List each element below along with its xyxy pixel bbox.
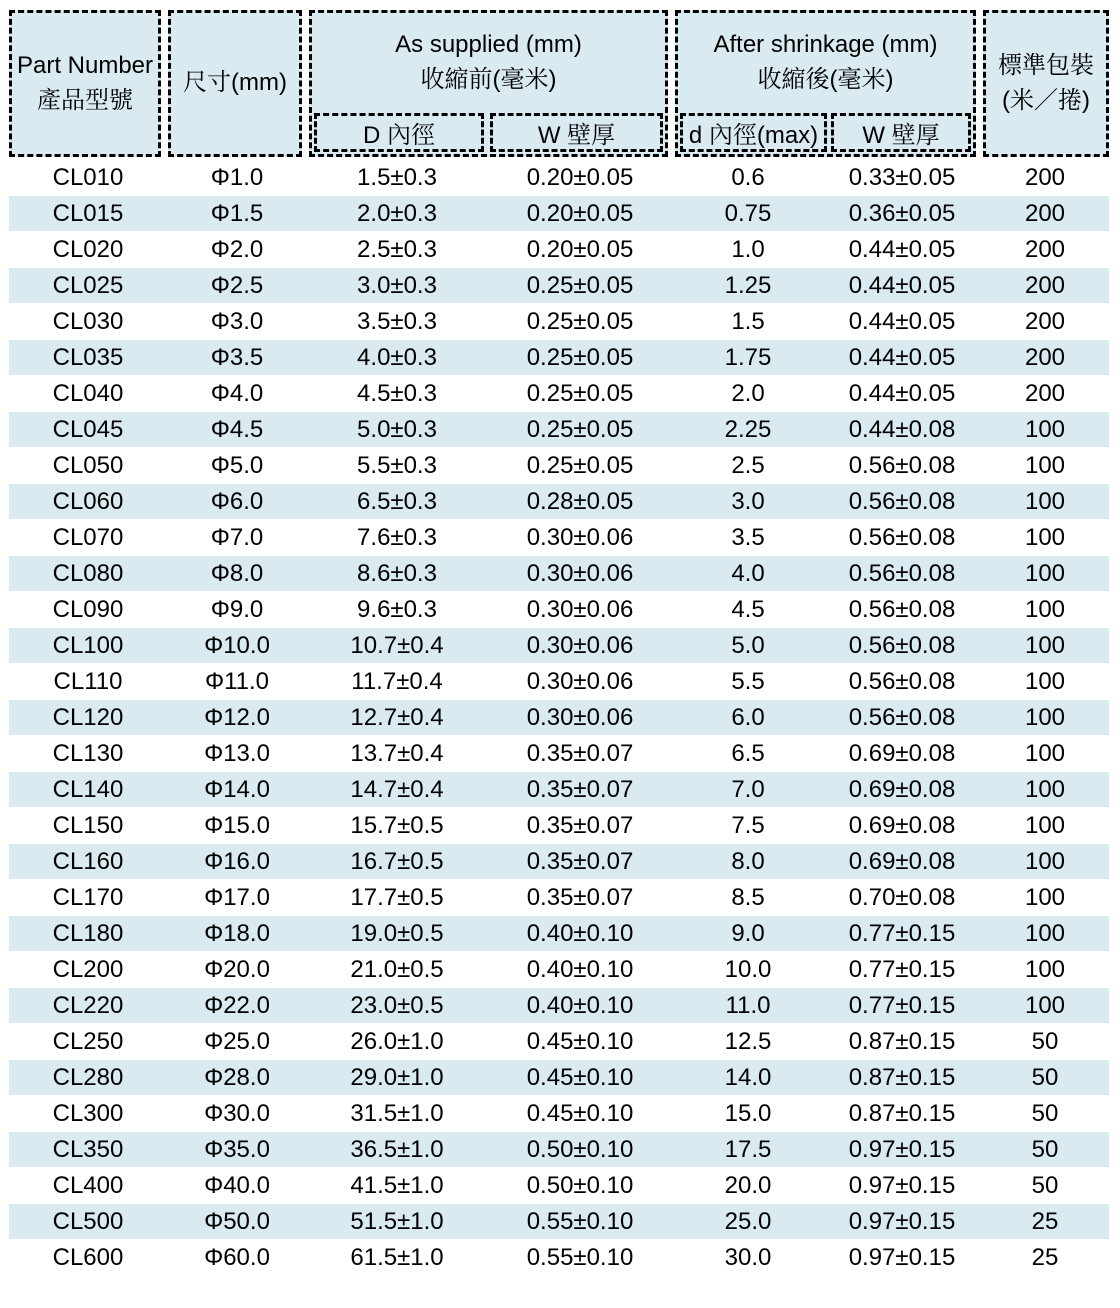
cell-size: Φ4.5 [167, 412, 307, 448]
cell-shrunk-d-max: 0.6 [673, 160, 823, 196]
table-row [9, 592, 1109, 628]
cell-shrunk-d-max: 8.5 [673, 880, 823, 916]
cell-packing: 100 [981, 808, 1109, 844]
table-row [9, 1168, 1109, 1204]
cell-supplied-w: 0.35±0.07 [487, 808, 673, 844]
cell-supplied-w: 0.25±0.05 [487, 376, 673, 412]
header-supplied-w: W 壁厚 [490, 113, 663, 152]
table-row [9, 340, 1109, 376]
cell-packing: 100 [981, 556, 1109, 592]
cell-shrunk-d-max: 2.5 [673, 448, 823, 484]
header-part-number-en: Part Number [16, 51, 154, 79]
cell-size: Φ5.0 [167, 448, 307, 484]
cell-part-number: CL600 [9, 1240, 167, 1276]
cell-supplied-d: 8.6±0.3 [307, 556, 487, 592]
table-row [9, 808, 1109, 844]
cell-supplied-w: 0.25±0.05 [487, 340, 673, 376]
cell-shrunk-d-max: 7.0 [673, 772, 823, 808]
table-row [9, 556, 1109, 592]
cell-supplied-d: 7.6±0.3 [307, 520, 487, 556]
cell-shrunk-w: 0.56±0.08 [823, 592, 981, 628]
cell-size: Φ25.0 [167, 1024, 307, 1060]
cell-shrunk-w: 0.56±0.08 [823, 664, 981, 700]
header-size [168, 10, 302, 157]
cell-shrunk-w: 0.97±0.15 [823, 1132, 981, 1168]
cell-size: Φ50.0 [167, 1204, 307, 1240]
cell-shrunk-w: 0.44±0.05 [823, 376, 981, 412]
cell-shrunk-w: 0.77±0.15 [823, 988, 981, 1024]
cell-part-number: CL220 [9, 988, 167, 1024]
cell-packing: 50 [981, 1060, 1109, 1096]
cell-packing: 100 [981, 592, 1109, 628]
header-after-shrinkage-subrow [680, 113, 971, 152]
cell-supplied-w: 0.55±0.10 [487, 1204, 673, 1240]
cell-shrunk-d-max: 20.0 [673, 1168, 823, 1204]
header-shrunk-d: d 內徑(max) [680, 113, 827, 152]
cell-shrunk-d-max: 11.0 [673, 988, 823, 1024]
header-after-shrinkage-en: After shrinkage (mm) [713, 31, 938, 59]
cell-shrunk-w: 0.56±0.08 [823, 556, 981, 592]
table-row [9, 772, 1109, 808]
header-as-supplied-title [314, 13, 663, 113]
table-row [9, 1024, 1109, 1060]
cell-part-number: CL090 [9, 592, 167, 628]
cell-part-number: CL400 [9, 1168, 167, 1204]
header-after-shrinkage-zh: 收縮後(毫米) [757, 66, 894, 93]
cell-shrunk-w: 0.97±0.15 [823, 1240, 981, 1276]
cell-shrunk-w: 0.97±0.15 [823, 1168, 981, 1204]
cell-shrunk-d-max: 30.0 [673, 1240, 823, 1276]
cell-supplied-d: 3.0±0.3 [307, 268, 487, 304]
cell-supplied-d: 26.0±1.0 [307, 1024, 487, 1060]
header-packing-line2: (米／捲) [1002, 86, 1090, 114]
table-row [9, 916, 1109, 952]
cell-packing: 100 [981, 988, 1109, 1024]
header-part-number [9, 10, 161, 157]
cell-supplied-d: 1.5±0.3 [307, 160, 487, 196]
cell-part-number: CL080 [9, 556, 167, 592]
header-as-supplied [309, 10, 668, 157]
cell-supplied-w: 0.30±0.06 [487, 556, 673, 592]
cell-supplied-d: 2.5±0.3 [307, 232, 487, 268]
cell-packing: 200 [981, 376, 1109, 412]
cell-part-number: CL070 [9, 520, 167, 556]
cell-size: Φ40.0 [167, 1168, 307, 1204]
cell-part-number: CL010 [9, 160, 167, 196]
cell-shrunk-d-max: 6.5 [673, 736, 823, 772]
cell-shrunk-w: 0.77±0.15 [823, 916, 981, 952]
table-row [9, 952, 1109, 988]
cell-part-number: CL250 [9, 1024, 167, 1060]
cell-size: Φ6.0 [167, 484, 307, 520]
cell-size: Φ1.0 [167, 160, 307, 196]
cell-supplied-d: 31.5±1.0 [307, 1096, 487, 1132]
cell-supplied-d: 23.0±0.5 [307, 988, 487, 1024]
cell-shrunk-w: 0.56±0.08 [823, 484, 981, 520]
cell-shrunk-w: 0.97±0.15 [823, 1204, 981, 1240]
cell-supplied-d: 61.5±1.0 [307, 1240, 487, 1276]
cell-supplied-w: 0.50±0.10 [487, 1168, 673, 1204]
cell-part-number: CL030 [9, 304, 167, 340]
cell-part-number: CL180 [9, 916, 167, 952]
cell-packing: 200 [981, 196, 1109, 232]
cell-supplied-w: 0.50±0.10 [487, 1132, 673, 1168]
cell-packing: 100 [981, 448, 1109, 484]
cell-shrunk-d-max: 3.0 [673, 484, 823, 520]
cell-part-number: CL150 [9, 808, 167, 844]
cell-packing: 50 [981, 1132, 1109, 1168]
cell-part-number: CL200 [9, 952, 167, 988]
header-part-number-zh: 產品型號 [37, 86, 133, 114]
header-size-label: 尺寸(mm) [183, 69, 287, 97]
cell-part-number: CL120 [9, 700, 167, 736]
cell-supplied-d: 16.7±0.5 [307, 844, 487, 880]
cell-size: Φ60.0 [167, 1240, 307, 1276]
cell-supplied-w: 0.35±0.07 [487, 772, 673, 808]
header-shrunk-w: W 壁厚 [831, 113, 971, 152]
cell-supplied-w: 0.30±0.06 [487, 592, 673, 628]
cell-part-number: CL015 [9, 196, 167, 232]
table-row [9, 880, 1109, 916]
cell-size: Φ2.0 [167, 232, 307, 268]
cell-supplied-d: 14.7±0.4 [307, 772, 487, 808]
cell-packing: 200 [981, 340, 1109, 376]
cell-size: Φ3.0 [167, 304, 307, 340]
cell-size: Φ35.0 [167, 1132, 307, 1168]
cell-supplied-w: 0.45±0.10 [487, 1060, 673, 1096]
table-row [9, 376, 1109, 412]
cell-part-number: CL020 [9, 232, 167, 268]
cell-packing: 200 [981, 304, 1109, 340]
cell-packing: 25 [981, 1240, 1109, 1276]
cell-part-number: CL025 [9, 268, 167, 304]
cell-shrunk-d-max: 8.0 [673, 844, 823, 880]
cell-size: Φ2.5 [167, 268, 307, 304]
header-packing [983, 10, 1109, 157]
cell-supplied-w: 0.30±0.06 [487, 664, 673, 700]
cell-packing: 100 [981, 628, 1109, 664]
cell-supplied-w: 0.20±0.05 [487, 232, 673, 268]
cell-shrunk-w: 0.36±0.05 [823, 196, 981, 232]
cell-shrunk-d-max: 1.5 [673, 304, 823, 340]
cell-supplied-d: 41.5±1.0 [307, 1168, 487, 1204]
cell-supplied-d: 12.7±0.4 [307, 700, 487, 736]
cell-part-number: CL280 [9, 1060, 167, 1096]
cell-part-number: CL160 [9, 844, 167, 880]
cell-supplied-d: 4.0±0.3 [307, 340, 487, 376]
cell-packing: 100 [981, 664, 1109, 700]
cell-shrunk-d-max: 9.0 [673, 916, 823, 952]
spec-data-table [9, 159, 1109, 1276]
cell-size: Φ22.0 [167, 988, 307, 1024]
cell-shrunk-w: 0.44±0.05 [823, 232, 981, 268]
cell-supplied-d: 11.7±0.4 [307, 664, 487, 700]
cell-shrunk-w: 0.56±0.08 [823, 448, 981, 484]
cell-supplied-d: 10.7±0.4 [307, 628, 487, 664]
table-row [9, 700, 1109, 736]
cell-supplied-w: 0.45±0.10 [487, 1096, 673, 1132]
cell-size: Φ16.0 [167, 844, 307, 880]
cell-supplied-d: 5.5±0.3 [307, 448, 487, 484]
cell-supplied-w: 0.35±0.07 [487, 880, 673, 916]
cell-shrunk-w: 0.87±0.15 [823, 1024, 981, 1060]
cell-supplied-d: 13.7±0.4 [307, 736, 487, 772]
cell-supplied-w: 0.28±0.05 [487, 484, 673, 520]
header-after-shrinkage-title [680, 13, 971, 113]
cell-shrunk-w: 0.70±0.08 [823, 880, 981, 916]
cell-size: Φ30.0 [167, 1096, 307, 1132]
table-row [9, 196, 1109, 232]
spec-table-body [9, 160, 1109, 1276]
cell-part-number: CL300 [9, 1096, 167, 1132]
cell-part-number: CL110 [9, 664, 167, 700]
cell-part-number: CL130 [9, 736, 167, 772]
cell-supplied-d: 6.5±0.3 [307, 484, 487, 520]
header-packing-line1: 標準包裝 [998, 51, 1094, 79]
cell-supplied-d: 19.0±0.5 [307, 916, 487, 952]
cell-supplied-d: 51.5±1.0 [307, 1204, 487, 1240]
cell-size: Φ10.0 [167, 628, 307, 664]
cell-supplied-w: 0.35±0.07 [487, 736, 673, 772]
table-row [9, 1240, 1109, 1276]
cell-packing: 100 [981, 772, 1109, 808]
cell-size: Φ1.5 [167, 196, 307, 232]
cell-shrunk-d-max: 5.5 [673, 664, 823, 700]
table-row [9, 736, 1109, 772]
cell-supplied-d: 36.5±1.0 [307, 1132, 487, 1168]
cell-supplied-w: 0.25±0.05 [487, 412, 673, 448]
cell-supplied-d: 17.7±0.5 [307, 880, 487, 916]
cell-supplied-d: 15.7±0.5 [307, 808, 487, 844]
cell-shrunk-d-max: 15.0 [673, 1096, 823, 1132]
cell-part-number: CL140 [9, 772, 167, 808]
cell-part-number: CL350 [9, 1132, 167, 1168]
cell-supplied-w: 0.30±0.06 [487, 700, 673, 736]
header-after-shrinkage [675, 10, 976, 157]
table-row [9, 988, 1109, 1024]
cell-shrunk-d-max: 3.5 [673, 520, 823, 556]
cell-shrunk-w: 0.77±0.15 [823, 952, 981, 988]
header-as-supplied-zh: 收縮前(毫米) [420, 66, 557, 93]
cell-packing: 100 [981, 412, 1109, 448]
cell-supplied-d: 2.0±0.3 [307, 196, 487, 232]
cell-shrunk-w: 0.87±0.15 [823, 1096, 981, 1132]
cell-supplied-w: 0.20±0.05 [487, 196, 673, 232]
cell-size: Φ20.0 [167, 952, 307, 988]
cell-supplied-w: 0.25±0.05 [487, 304, 673, 340]
table-row [9, 664, 1109, 700]
cell-shrunk-w: 0.69±0.08 [823, 772, 981, 808]
cell-supplied-d: 29.0±1.0 [307, 1060, 487, 1096]
cell-shrunk-w: 0.69±0.08 [823, 808, 981, 844]
cell-size: Φ12.0 [167, 700, 307, 736]
cell-packing: 100 [981, 844, 1109, 880]
table-row [9, 268, 1109, 304]
cell-shrunk-d-max: 1.75 [673, 340, 823, 376]
cell-shrunk-d-max: 25.0 [673, 1204, 823, 1240]
cell-shrunk-w: 0.33±0.05 [823, 160, 981, 196]
cell-size: Φ13.0 [167, 736, 307, 772]
cell-shrunk-w: 0.44±0.05 [823, 304, 981, 340]
header-as-supplied-subrow [314, 113, 663, 152]
spec-table [9, 10, 1109, 1276]
cell-shrunk-d-max: 1.0 [673, 232, 823, 268]
cell-shrunk-w: 0.44±0.05 [823, 340, 981, 376]
cell-packing: 100 [981, 700, 1109, 736]
cell-packing: 100 [981, 484, 1109, 520]
cell-size: Φ15.0 [167, 808, 307, 844]
table-row [9, 1060, 1109, 1096]
cell-shrunk-w: 0.44±0.08 [823, 412, 981, 448]
table-row [9, 1096, 1109, 1132]
cell-shrunk-w: 0.87±0.15 [823, 1060, 981, 1096]
cell-size: Φ4.0 [167, 376, 307, 412]
table-header [9, 10, 1109, 157]
cell-supplied-d: 3.5±0.3 [307, 304, 487, 340]
cell-supplied-w: 0.25±0.05 [487, 268, 673, 304]
cell-shrunk-w: 0.56±0.08 [823, 520, 981, 556]
cell-shrunk-d-max: 10.0 [673, 952, 823, 988]
cell-packing: 50 [981, 1168, 1109, 1204]
cell-packing: 50 [981, 1024, 1109, 1060]
cell-supplied-w: 0.40±0.10 [487, 916, 673, 952]
cell-shrunk-d-max: 2.0 [673, 376, 823, 412]
cell-supplied-w: 0.40±0.10 [487, 952, 673, 988]
cell-shrunk-d-max: 4.5 [673, 592, 823, 628]
cell-size: Φ14.0 [167, 772, 307, 808]
cell-packing: 50 [981, 1096, 1109, 1132]
cell-part-number: CL500 [9, 1204, 167, 1240]
cell-shrunk-d-max: 5.0 [673, 628, 823, 664]
table-row [9, 844, 1109, 880]
cell-packing: 100 [981, 520, 1109, 556]
cell-packing: 100 [981, 880, 1109, 916]
cell-supplied-w: 0.30±0.06 [487, 628, 673, 664]
table-row [9, 1204, 1109, 1240]
cell-packing: 200 [981, 268, 1109, 304]
cell-size: Φ17.0 [167, 880, 307, 916]
cell-packing: 100 [981, 736, 1109, 772]
cell-size: Φ3.5 [167, 340, 307, 376]
cell-shrunk-d-max: 14.0 [673, 1060, 823, 1096]
cell-shrunk-d-max: 1.25 [673, 268, 823, 304]
cell-part-number: CL050 [9, 448, 167, 484]
cell-part-number: CL170 [9, 880, 167, 916]
cell-supplied-w: 0.20±0.05 [487, 160, 673, 196]
cell-packing: 25 [981, 1204, 1109, 1240]
table-row [9, 304, 1109, 340]
cell-part-number: CL040 [9, 376, 167, 412]
cell-shrunk-d-max: 6.0 [673, 700, 823, 736]
table-row [9, 160, 1109, 196]
cell-shrunk-d-max: 12.5 [673, 1024, 823, 1060]
table-row [9, 628, 1109, 664]
cell-supplied-d: 9.6±0.3 [307, 592, 487, 628]
cell-shrunk-d-max: 17.5 [673, 1132, 823, 1168]
cell-packing: 200 [981, 232, 1109, 268]
cell-shrunk-w: 0.44±0.05 [823, 268, 981, 304]
header-supplied-d: D 內徑 [314, 113, 484, 152]
cell-packing: 100 [981, 952, 1109, 988]
cell-supplied-d: 4.5±0.3 [307, 376, 487, 412]
cell-supplied-d: 5.0±0.3 [307, 412, 487, 448]
cell-shrunk-d-max: 0.75 [673, 196, 823, 232]
cell-packing: 200 [981, 160, 1109, 196]
header-as-supplied-en: As supplied (mm) [395, 31, 582, 59]
cell-supplied-w: 0.40±0.10 [487, 988, 673, 1024]
cell-shrunk-w: 0.69±0.08 [823, 736, 981, 772]
cell-part-number: CL035 [9, 340, 167, 376]
cell-shrunk-d-max: 2.25 [673, 412, 823, 448]
table-row [9, 484, 1109, 520]
table-row [9, 520, 1109, 556]
cell-supplied-w: 0.35±0.07 [487, 844, 673, 880]
cell-supplied-w: 0.45±0.10 [487, 1024, 673, 1060]
cell-shrunk-w: 0.56±0.08 [823, 700, 981, 736]
cell-size: Φ8.0 [167, 556, 307, 592]
table-row [9, 1132, 1109, 1168]
cell-shrunk-w: 0.69±0.08 [823, 844, 981, 880]
table-row [9, 448, 1109, 484]
cell-size: Φ9.0 [167, 592, 307, 628]
cell-part-number: CL100 [9, 628, 167, 664]
cell-shrunk-d-max: 4.0 [673, 556, 823, 592]
cell-supplied-w: 0.55±0.10 [487, 1240, 673, 1276]
cell-size: Φ28.0 [167, 1060, 307, 1096]
table-row [9, 232, 1109, 268]
cell-part-number: CL045 [9, 412, 167, 448]
cell-shrunk-d-max: 7.5 [673, 808, 823, 844]
table-row [9, 412, 1109, 448]
cell-packing: 100 [981, 916, 1109, 952]
cell-size: Φ11.0 [167, 664, 307, 700]
cell-supplied-w: 0.30±0.06 [487, 520, 673, 556]
cell-part-number: CL060 [9, 484, 167, 520]
cell-size: Φ18.0 [167, 916, 307, 952]
cell-supplied-d: 21.0±0.5 [307, 952, 487, 988]
cell-supplied-w: 0.25±0.05 [487, 448, 673, 484]
cell-shrunk-w: 0.56±0.08 [823, 628, 981, 664]
cell-size: Φ7.0 [167, 520, 307, 556]
